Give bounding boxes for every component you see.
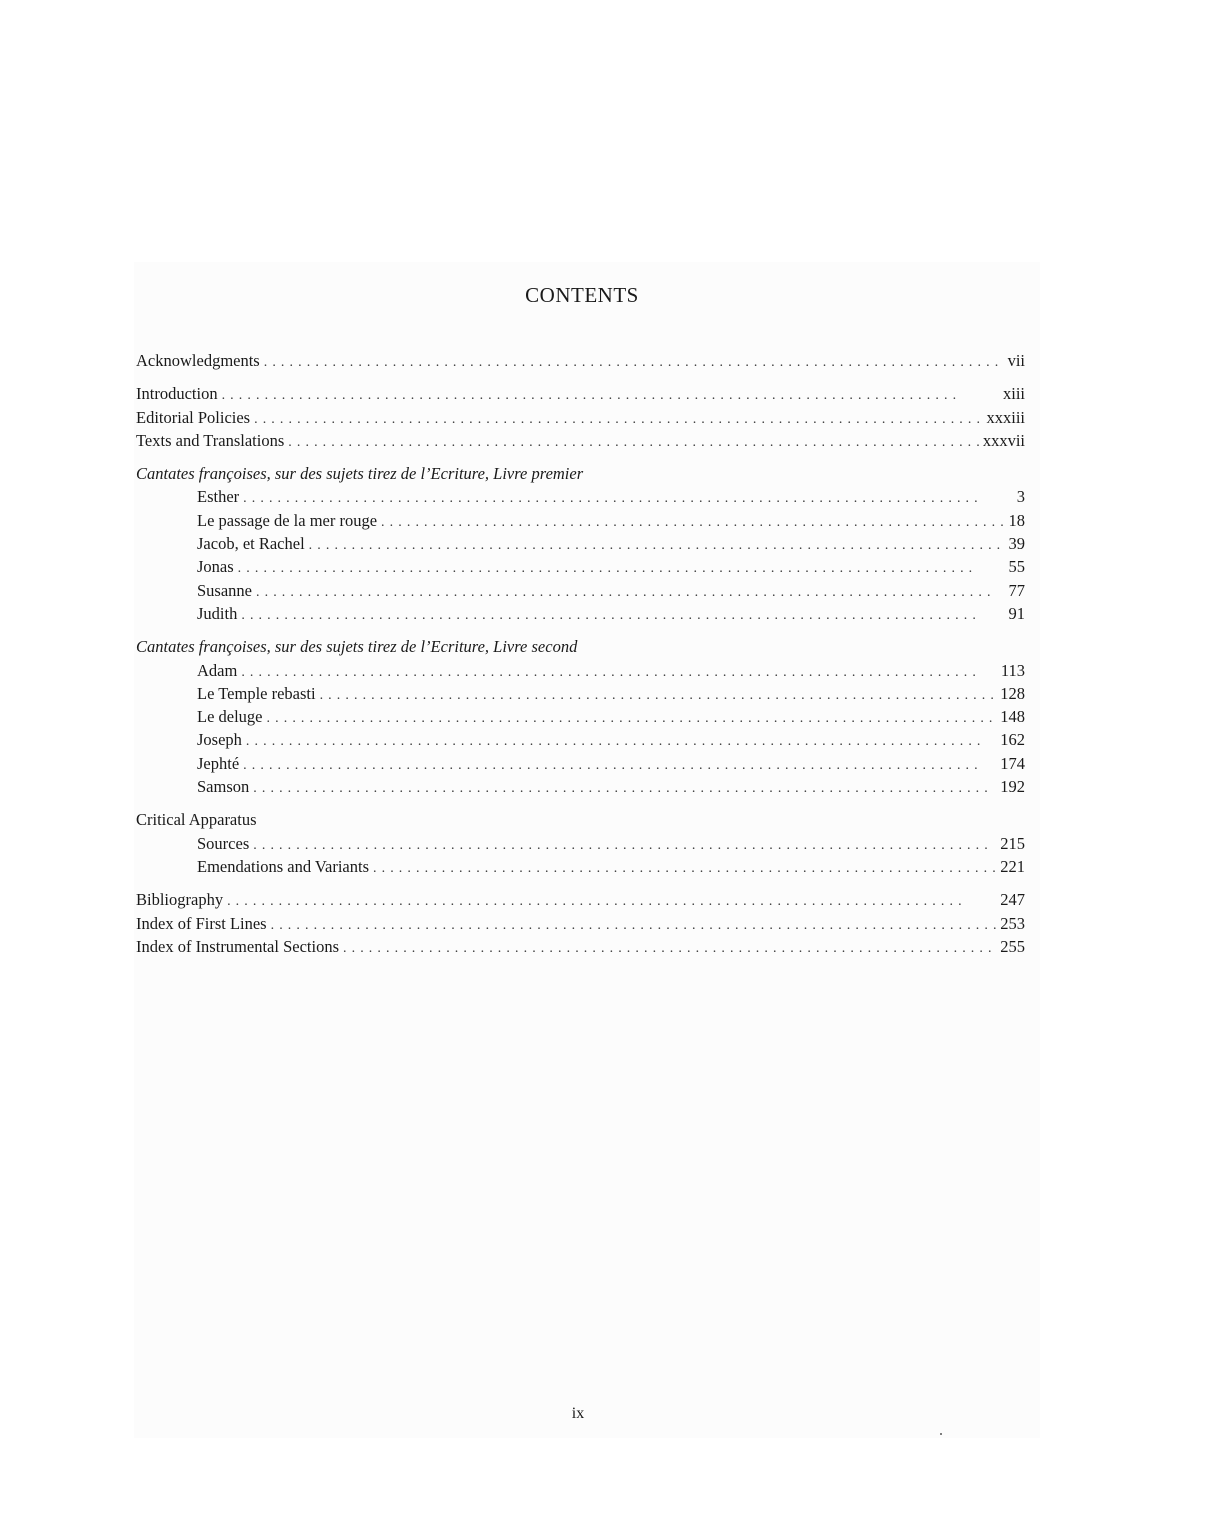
toc-entry[interactable]: [136, 509, 1025, 532]
toc-entry-page: 247: [1000, 890, 1025, 910]
toc-entry-page: 18: [1008, 510, 1025, 530]
toc-entry-page: 221: [1000, 856, 1025, 876]
dot-leader: [271, 914, 997, 937]
toc-entry[interactable]: [136, 659, 1025, 682]
toc-entry-page: 192: [1000, 777, 1025, 797]
toc-entry-page: 39: [1008, 534, 1025, 554]
toc-entry-page: 162: [1000, 730, 1025, 750]
toc-section: [136, 635, 1025, 798]
toc-entry-page: 215: [1000, 833, 1025, 853]
toc-entry-page: 255: [1000, 936, 1025, 956]
toc-entry-label: Susanne: [197, 580, 252, 600]
toc-entry[interactable]: [136, 682, 1025, 705]
toc-entry[interactable]: [136, 935, 1025, 958]
toc-entry-label: Jephté: [197, 753, 240, 773]
dot-leader: [343, 937, 996, 960]
dot-leader: [222, 384, 999, 407]
toc-entry-page: xiii: [1002, 384, 1025, 404]
dot-leader: [267, 707, 997, 730]
toc-section-heading: Cantates françoises, sur des sujets tirez de l’Ecriture, Livre premier: [136, 464, 584, 484]
scan-speck: [940, 1433, 942, 1435]
toc-section: [136, 382, 1025, 452]
toc-entry[interactable]: [136, 602, 1025, 625]
toc-entry-page: 55: [1008, 557, 1025, 577]
toc-entry-label: Samson: [197, 777, 250, 797]
toc-entry-page: 174: [1000, 753, 1025, 773]
page-number: ix: [571, 1405, 585, 1422]
toc-entry[interactable]: [136, 728, 1025, 751]
dot-leader: [309, 534, 1005, 557]
toc-entry-label: Sources: [197, 833, 250, 853]
toc-entry[interactable]: [136, 555, 1025, 578]
dot-leader: [381, 511, 1004, 534]
toc-entry-label: Bibliography: [136, 890, 224, 910]
dot-leader: [256, 581, 1005, 604]
toc-entry[interactable]: [136, 912, 1025, 935]
toc-section: [136, 888, 1025, 958]
dot-leader: [241, 661, 997, 684]
toc-entry-label: Le deluge: [197, 707, 263, 727]
dot-leader: [227, 890, 996, 913]
toc-entry-label: Jacob, et Rachel: [197, 534, 305, 554]
toc-entry[interactable]: [136, 855, 1025, 878]
toc-entry-page: 113: [1000, 660, 1025, 680]
toc-entry-label: Adam: [197, 660, 238, 680]
toc-entry-label: Editorial Policies: [136, 407, 251, 427]
toc-section: [136, 808, 1025, 878]
toc-section-heading: Cantates françoises, sur des sujets tirez de l’Ecriture, Livre second: [136, 637, 578, 657]
toc-section: [136, 462, 1025, 625]
toc-entry[interactable]: [136, 705, 1025, 728]
toc-entry-label: Judith: [197, 603, 238, 623]
toc-entry[interactable]: [136, 752, 1025, 775]
dot-leader: [253, 834, 996, 857]
toc-entry[interactable]: [136, 382, 1025, 405]
toc-section: [136, 349, 1025, 372]
toc-entry[interactable]: [136, 832, 1025, 855]
dot-leader: [241, 604, 1004, 627]
toc-entry-label: Index of First Lines: [136, 913, 267, 933]
dot-leader: [243, 487, 1013, 510]
toc-entry[interactable]: [136, 888, 1025, 911]
toc-entry-label: Joseph: [197, 730, 242, 750]
toc-entry-page: xxxiii: [986, 407, 1025, 427]
table-of-contents: [136, 349, 1025, 968]
page-title: CONTENTS: [525, 283, 639, 307]
toc-entry-label: Acknowledgments: [136, 351, 260, 370]
dot-leader: [246, 730, 996, 753]
toc-entry[interactable]: [136, 429, 1025, 452]
toc-entry-label: Index of Instrumental Sections: [136, 936, 339, 956]
toc-entry-label: Le passage de la mer rouge: [197, 510, 378, 530]
toc-entry-page: 91: [1008, 603, 1025, 623]
toc-entry[interactable]: [136, 579, 1025, 602]
toc-entry-page: 148: [1000, 707, 1025, 727]
toc-entry-page: 128: [1000, 683, 1025, 703]
dot-leader: [243, 754, 996, 777]
dot-leader: [264, 351, 1004, 374]
toc-entry-page: 253: [1000, 913, 1025, 933]
toc-entry-label: Texts and Translations: [136, 430, 285, 450]
toc-entry-label: Le Temple rebasti: [197, 683, 316, 703]
toc-entry[interactable]: [136, 775, 1025, 798]
toc-entry[interactable]: [136, 532, 1025, 555]
toc-entry[interactable]: [136, 485, 1025, 508]
dot-leader: [288, 431, 979, 454]
toc-entry-page: xxxvii: [982, 430, 1025, 450]
toc-entry[interactable]: [136, 349, 1025, 372]
dot-leader: [254, 408, 982, 431]
toc-entry-label: Introduction: [136, 384, 218, 404]
toc-section-heading: Critical Apparatus: [136, 810, 257, 830]
dot-leader: [373, 857, 996, 880]
toc-entry[interactable]: [136, 406, 1025, 429]
toc-entry-label: Jonas: [197, 557, 234, 577]
dot-leader: [238, 557, 1005, 580]
toc-entry-page: vii: [1007, 351, 1025, 370]
dot-leader: [253, 777, 996, 800]
toc-entry-page: 3: [1016, 487, 1025, 507]
toc-entry-label: Esther: [197, 487, 240, 507]
toc-entry-label: Emendations and Variants: [197, 856, 369, 876]
toc-entry-page: 77: [1008, 580, 1025, 600]
dot-leader: [320, 684, 997, 707]
